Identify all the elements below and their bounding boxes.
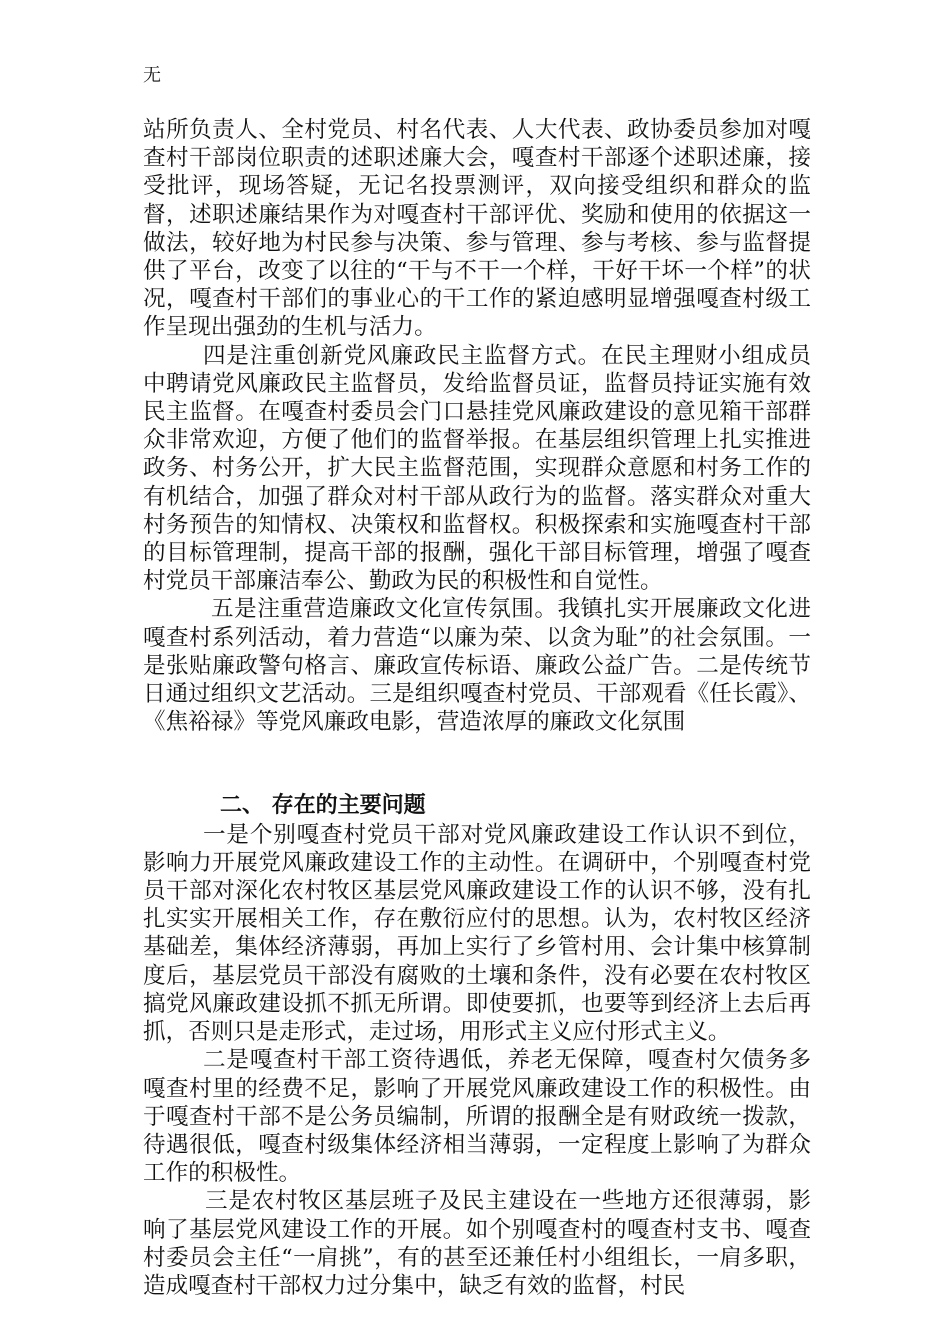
paragraph-problem-three: 三是农村牧区基层班子及民主建设在一些地方还很薄弱，影响了基层党风建设工作的开展。如个别嘎查村的嘎查村支书、嘎查村委员会主任“一肩挑”，有的甚至还兼任村小组组长，一肩多职，造成嘎查村干部权力过分集中，缺乏有效的监督，村民 <box>143 1188 811 1299</box>
paragraph-point-five: 五是注重营造廉政文化宣传氛围。我镇扎实开展廉政文化进嘎查村系列活动，着力营造“以廉为荣、以贪为耻”的社会氛围。一是张贴廉政警句格言、廉政宣传标语、廉政公益广告。二是传统节日通过组织文艺活动。三是组织嘎查村党员、干部观看《任长霞》、《焦裕禄》等党风廉政电影，营造浓厚的廉政文化氛围 <box>143 596 811 736</box>
paragraph-continuation: 站所负责人、全村党员、村名代表、人大代表、政协委员参加对嘎查村干部岗位职责的述职述廉大会，嘎查村干部逐个述职述廉，接受批评，现场答疑，无记名投票测评，双向接受组织和群众的监督，述职述廉结果作为对嘎查村干部评优、奖励和使用的依据这一做法，较好地为村民参与决策、参与管理、参与考核、参与监督提供了平台，改变了以往的“干与不干一个样，干好干坏一个样”的状况，嘎查村干部们的事业心的干工作的紧迫感明显增强嘎查村级工作呈现出强劲的生机与活力。 <box>143 117 811 341</box>
document-body <box>143 116 811 1300</box>
paragraph-problem-two: 二是嘎查村干部工资待遇低，养老无保障，嘎查村欠债务多嘎查村里的经费不足，影响了开展党风廉政建设工作的积极性。由于嘎查村干部不是公务员编制，所谓的报酬全是有财政统一拨款，待遇很低，嘎查村级集体经济相当薄弱，一定程度上影响了为群众工作的积极性。 <box>143 1047 811 1187</box>
paragraph-problem-one: 一是个别嘎查村党员干部对党风廉政建设工作认识不到位，影响力开展党风廉政建设工作的主动性。在调研中，个别嘎查村党员干部对深化农村牧区基层党风廉政建设工作的认识不够，没有扎扎实实开展相关工作，存在敷衍应付的思想。认为，农村牧区经济基础差，集体经济薄弱，再加上实行了乡管村用、会计集中核算制度后，基层党员干部没有腐败的土壤和条件，没有必要在农村牧区搞党风廉政建设抓不抓无所谓。即使要抓，也要等到经济上去后再抓，否则只是走形式，走过场，用形式主义应付形式主义。 <box>143 821 811 1046</box>
paragraph-point-four: 四是注重创新党风廉政民主监督方式。在民主理财小组成员中聘请党风廉政民主监督员，发给监督员证，监督员持证实施有效民主监督。在嘎查村委员会门口悬挂党风廉政建设的意见箱干部群众非常欢迎，方便了他们的监督举报。在基层组织管理上扎实推进政务、村务公开，扩大民主监督范围，实现群众意愿和村务工作的有机结合，加强了群众对村干部从政行为的监督。落实群众对重大村务预告的知情权、决策权和监督权。积极探索和实施嘎查村干部的目标管理制，提高干部的报酬，强化干部目标管理，增强了嘎查村党员干部廉洁奉公、勤政为民的积极性和自觉性。 <box>143 342 811 595</box>
section-heading: 二、 存在的主要问题 <box>220 793 426 819</box>
section-spacer <box>143 736 811 792</box>
page-header-mark: 无 <box>143 65 161 86</box>
